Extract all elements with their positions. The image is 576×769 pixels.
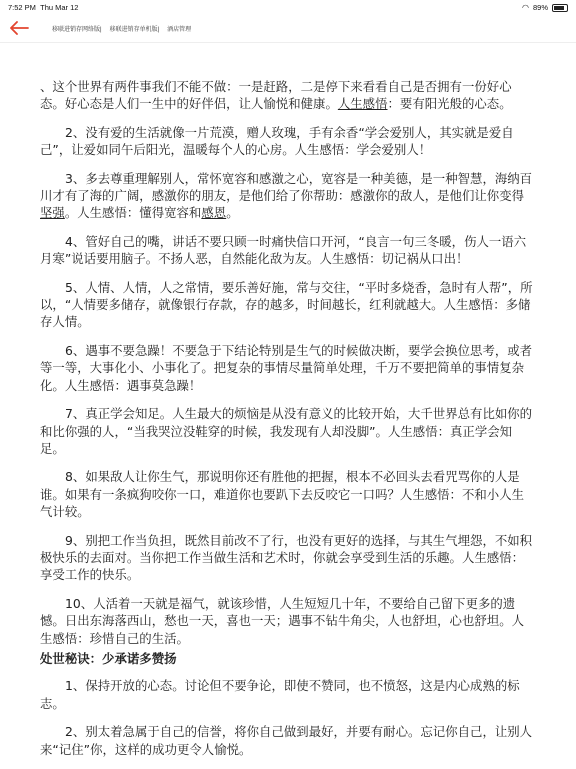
paragraph: 、这个世界有两件事我们不能不做：一是赶路，二是停下来看看自己是否拥有一份好心态。好心态是人们一生中的好伴侣，让人愉悦和健康。人生感悟：要有阳光般的心态。 (40, 79, 512, 112)
tab-network-edition[interactable]: 移联进销存网络版| (52, 26, 102, 33)
paragraph: 6、遇事不要急躁！不要急于下结论特别是生气的时候做决断，要学会换位思考，或者等一等，大事化小、小事化了。把复杂的事情尽量简单处理，千万不要把简单的事情复杂化。人生感悟：遇事莫急躁！ (40, 342, 533, 393)
tab-hotel-management[interactable]: 酒店管理 (167, 26, 192, 33)
status-bar (0, 0, 576, 14)
nav-tabs (52, 24, 191, 33)
tab-standalone-edition[interactable]: 移联进销存单机版| (109, 26, 160, 33)
paragraph: 4、管好自己的嘴，讲话不要只顾一时痛快信口开河，“良言一句三冬暖，伤人一语六月寒”说话要用脑子。不扬人恶，自然能化敌为友。人生感悟：切记祸从口出！ (40, 233, 527, 267)
paragraph: 1、保持开放的心态。讨论但不要争论，即使不赞同，也不愤怒，这是内心成熟的标志。 (40, 678, 520, 711)
paragraph: 7、真正学会知足。人生最大的烦恼是从没有意义的比较开始，大千世界总有比如你的和比你强的人，“当我哭泣没鞋穿的时候，我发现有人却没脚”。人生感悟：真正学会知足。 (40, 406, 533, 456)
status-right (522, 3, 568, 12)
wifi-icon: ◠ (522, 3, 529, 12)
back-arrow-icon (9, 21, 29, 35)
battery-icon (552, 4, 568, 12)
nav-bar (0, 14, 576, 43)
paragraph: 2、别太着急属于自己的信誉，将你自己做到最好，并要有耐心。忘记你自己，让别人来“记住”你，这样的成功更令人愉悦。 (40, 724, 533, 757)
battery-percent: 89% (532, 3, 548, 12)
paragraph: 5、人情、人情，人之常情，要乐善好施，常与交往，“平时多烧香，急时有人帮”，所以，“人情要多储存，就像银行存款，存的越多，时间越长，红利就越大。人生感悟：多储存人情。 (40, 279, 533, 330)
paragraph: 2、没有爱的生活就像一片荒漠，赠人玫瑰，手有余香“学会爱别人，其实就是爱自己”，让爱如同午后阳光，温暖每个人的心房。人生感悟：学会爱别人！ (40, 124, 514, 158)
article-body (40, 78, 534, 769)
status-time: 7:52 PM Thu Mar 12 (8, 3, 79, 12)
paragraph: 8、如果敌人让你生气，那说明你还有胜他的把握，根本不必回头去看咒骂你的人是谁。如果有一条疯狗咬你一口，难道你也要趴下去反咬它一口吗？人生感悟：不和小人生气计较。 (40, 469, 525, 520)
paragraph: 9、别把工作当负担，既然目前改不了行，也没有更好的选择，与其生气埋怨，不如积极快乐的去面对。当你把工作当做生活和艺术时，你就会享受到生活的乐趣。人生感悟：享受工作的快乐。 (40, 532, 533, 583)
paragraph: 3、多去尊重理解别人，常怀宽容和感激之心，宽容是一种美德，是一种智慧，海纳百川才有了海的广阔，感激你的朋友，是他们给了你帮助：感激你的敌人，是他们让你变得坚强。人生感悟：懂得宽容和感恩。 (40, 170, 533, 221)
back-button[interactable] (4, 14, 34, 42)
paragraph: 10、人活着一天就是福气，就该珍惜，人生短短几十年，不要给自己留下更多的遗憾。日出东海落西山，愁也一天，喜也一天；遇事不钻牛角尖，人也舒坦，心也舒坦。人生感悟：珍惜自己的生活。 (40, 595, 525, 646)
section-heading: 处世秘诀：少承诺多赞扬 (40, 650, 177, 666)
